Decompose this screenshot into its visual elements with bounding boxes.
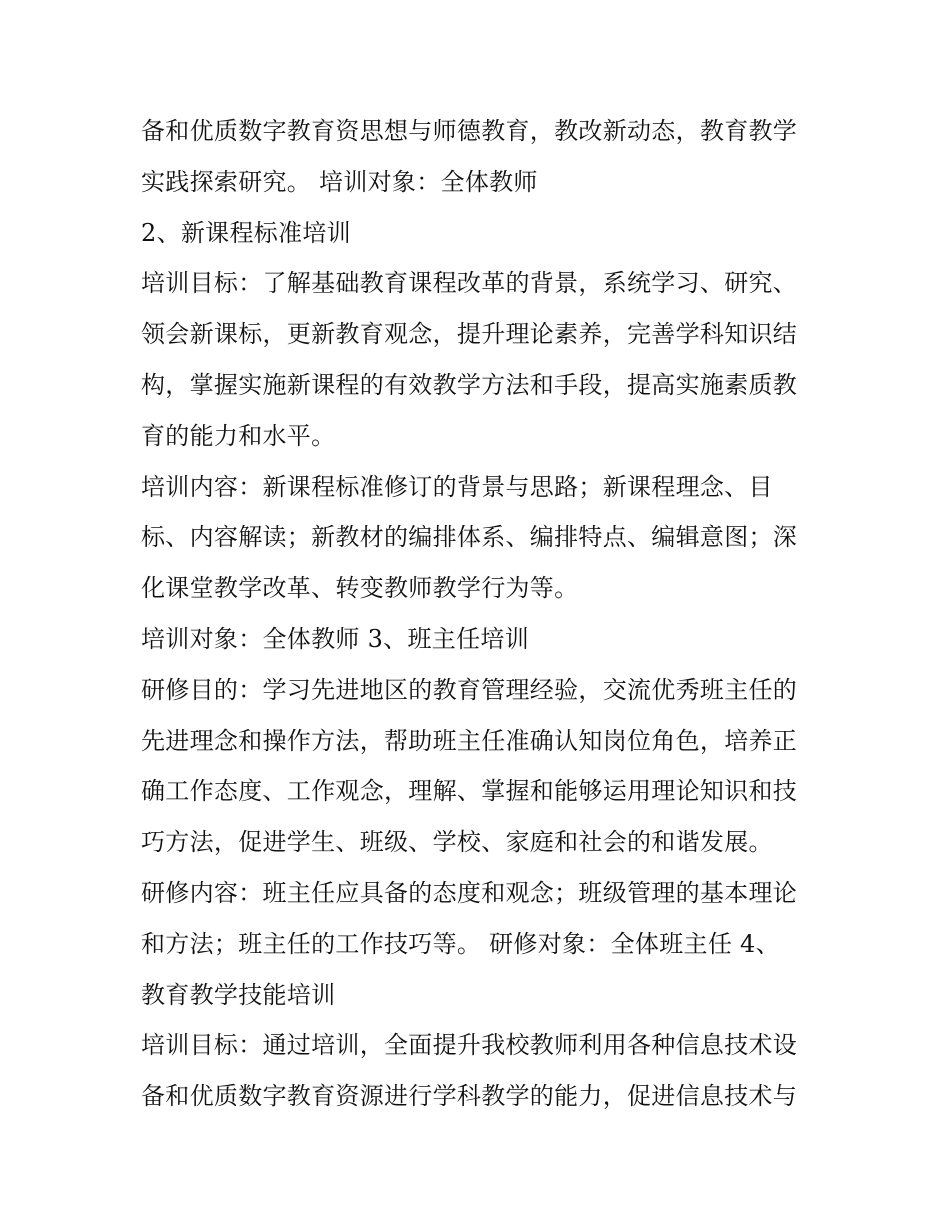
section-heading-4: 教育教学技能培训 [141,980,336,1009]
text-line-7: 育的能力和水平。 [141,421,336,450]
text-line-13: 先进理念和操作方法，帮助班主任准确认知岗位角色，培养正 [141,726,798,755]
text-line-4: 培训目标：了解基础教育课程改革的背景，系统学习、研究、 [141,269,798,298]
text-line-10: 化课堂教学改革、转变教师教学行为等。 [141,574,579,603]
text-line-8: 培训内容：新课程标准修订的背景与思路；新课程理念、目 [141,472,773,501]
text-line-19: 培训目标：通过培训，全面提升我校教师利用各种信息技术设 [141,1031,798,1060]
text-line-11: 培训对象：全体教师 3、班主任培训 [141,624,529,653]
document-body [141,106,821,1122]
text-line-12: 研修目的：学习先进地区的教育管理经验，交流优秀班主任的 [141,675,798,704]
text-line-14: 确工作态度、工作观念，理解、掌握和能够运用理论知识和技 [141,777,798,806]
section-heading-2: 2、新课程标准培训 [141,218,351,247]
text-line-17: 和方法；班主任的工作技巧等。 研修对象：全体班主任 4、 [141,929,780,958]
text-line-5: 领会新课标，更新教育观念，提升理论素养，完善学科知识结 [141,320,798,349]
text-line-1: 备和优质数字教育资思想与师德教育，教改新动态，教育教学 [141,117,798,145]
text-line-15: 巧方法，促进学生、班级、学校、家庭和社会的和谐发展。 [141,828,773,857]
text-line-6: 构，掌握实施新课程的有效教学方法和手段，提高实施素质教 [141,370,798,399]
text-line-9: 标、内容解读；新教材的编排体系、编排特点、编辑意图；深 [141,523,798,552]
text-line-2: 实践探索研究。 培训对象：全体教师 [141,167,538,196]
text-line-16: 研修内容：班主任应具备的态度和观念；班级管理的基本理论 [141,878,798,907]
text-line-20: 备和优质数字教育资源进行学科教学的能力，促进信息技术与 [141,1082,798,1111]
